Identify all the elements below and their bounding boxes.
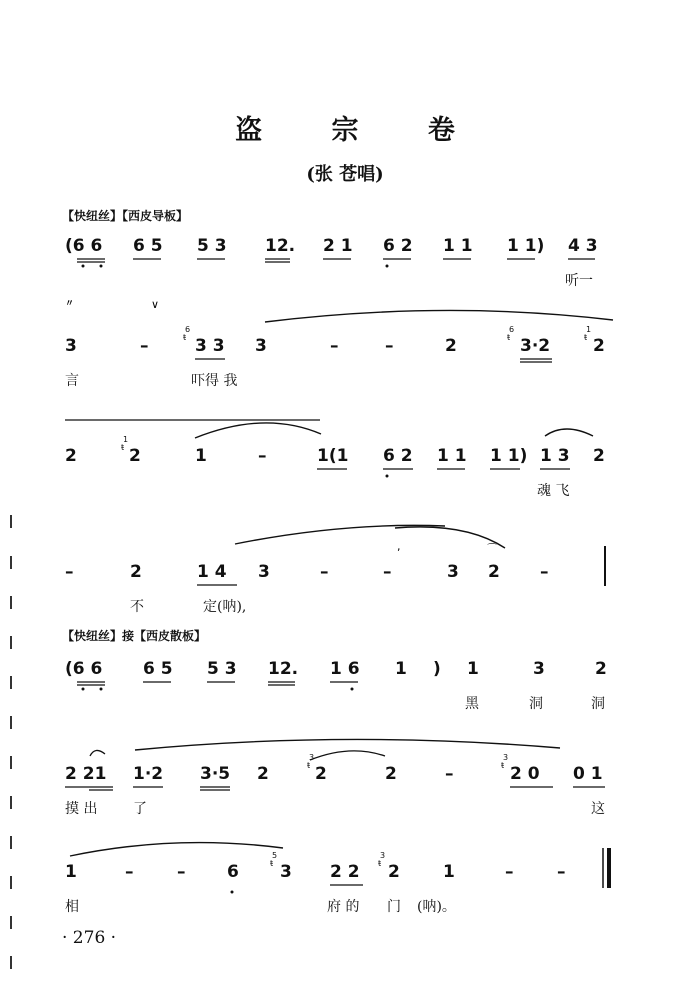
note: 1 [467,659,479,679]
note: 2 0 [510,764,540,784]
lyric-line [65,596,620,618]
note: 2 [130,562,142,582]
note: 2 1 [323,236,353,256]
note: 2 [595,659,607,679]
note: 2 [593,446,605,466]
tune-label-1: 【快纽丝】【西皮导板】 [62,209,189,223]
notation-line [65,764,620,792]
score-system-1 [65,236,620,306]
notation-line [65,659,620,687]
lyric-line [65,480,620,502]
lyric-line [65,896,620,918]
lyric: 这 [591,801,605,817]
svg-text:ŧ: ŧ [270,859,274,868]
note: 2 [315,764,327,784]
note: – [383,562,392,582]
lyric-line [65,370,620,392]
svg-text:ŧ: ŧ [121,443,125,452]
note: 3 3 [195,336,225,356]
note: 1 3 [540,446,570,466]
note: 5 3 [197,236,227,256]
lyric: 了 [133,801,147,817]
note: – [125,862,134,882]
note: 6 5 [143,659,173,679]
score-system-3 [65,435,620,516]
note: – [65,562,74,582]
note: 2 2 [330,862,360,882]
notation-line [65,336,620,364]
lyric: 定(呐), [203,599,247,615]
lyric: 府 的 [327,899,360,915]
note: 6 2 [383,446,413,466]
note: 4 3 [568,236,598,256]
svg-text:ŧ: ŧ [507,333,511,342]
svg-text:5: 5 [272,851,278,860]
lyric-line [65,693,620,715]
lyric-line [65,798,620,820]
note: 2 [385,764,397,784]
lyric: 吓得 我 [191,373,238,389]
score-system-5 [65,659,620,729]
note: – [540,562,549,582]
note: 2 [129,446,141,466]
binding-margin-rule [10,0,13,995]
note: – [385,336,394,356]
note: 6 [227,862,239,882]
note: 2 [65,446,77,466]
lyric: 不 [130,599,144,615]
note: 3 [255,336,267,356]
svg-text:ŧ: ŧ [378,859,382,868]
score-system-6 [65,753,620,834]
note: 1·2 [133,764,164,784]
notation-line [65,862,620,890]
note: 1 [395,659,407,679]
score-system-7 [65,851,620,932]
note: 12. [268,659,299,679]
note: 2 [257,764,269,784]
note: 1 1) [507,236,545,256]
svg-text:1: 1 [586,325,592,334]
note: 3 [533,659,545,679]
note: 3 [65,336,77,356]
svg-text:⌒: ⌒ [487,544,497,555]
svg-text:ŧ: ŧ [307,761,311,770]
note: – [330,336,339,356]
svg-text:3: 3 [503,753,509,762]
svg-text:∨: ∨ [151,298,160,311]
note: 1 [65,862,77,882]
notation-line [65,236,620,264]
lyric: 洞 [529,696,543,712]
note: – [258,446,267,466]
score-system-4 [65,540,620,632]
note: 1 [443,862,455,882]
lyric: 门 [387,899,401,915]
note: – [557,862,566,882]
note: 1(1 [317,446,349,466]
singer-credit: (张 苍唱) [306,164,384,185]
slur-marks [65,522,620,562]
note: 6 2 [383,236,413,256]
note: 1 1 [437,446,467,466]
score-system-2 [65,298,620,406]
lyric: 洞 [591,696,605,712]
lyric: 黑 [465,696,479,712]
note: 2 [388,862,400,882]
note: 5 3 [207,659,237,679]
note: 1 1) [490,446,528,466]
note: 2 [445,336,457,356]
note: 3 [447,562,459,582]
note: ) [433,659,441,679]
svg-text:6: 6 [509,325,515,334]
note: 1 1 [443,236,473,256]
note: – [140,336,149,356]
lyric: 听一 [565,273,593,289]
note: 1 6 [330,659,360,679]
lyric-line [65,270,620,292]
page-number: · 276 · [62,928,117,948]
note: (6 6 [65,659,103,679]
note: 6 5 [133,236,163,256]
note: 12. [265,236,296,256]
lyric: 言 [65,373,79,389]
note: – [177,862,186,882]
note: – [505,862,514,882]
svg-text:6: 6 [185,325,191,334]
lyric: 摸 出 [65,801,98,817]
note: 3 [280,862,292,882]
note: 2 [488,562,500,582]
tune-label-2: 【快纽丝】接【西皮散板】 [62,629,207,643]
note: 3·5 [200,764,231,784]
svg-text:3: 3 [380,851,386,860]
lyric: 魂 飞 [537,483,570,499]
svg-text:,: , [397,540,401,553]
note: (6 6 [65,236,103,256]
svg-text:ŧ: ŧ [501,761,505,770]
note: 1 4 [197,562,227,582]
note: 0 1 [573,764,603,784]
svg-text:3: 3 [309,753,315,762]
lyric: 相 [65,899,79,915]
svg-text:ŧ: ŧ [183,333,187,342]
note: – [445,764,454,784]
notation-line [65,562,620,590]
note: – [320,562,329,582]
page-title: 盗 宗 卷 [235,115,485,146]
note: 3 [258,562,270,582]
svg-text:1: 1 [123,435,129,444]
note: 2 21 [65,764,107,784]
lyric: (呐)。 [417,899,456,915]
svg-text:ŧ: ŧ [584,333,588,342]
note: 2 [593,336,605,356]
note: 3·2 [520,336,551,356]
svg-text:〃: 〃 [65,299,75,309]
note: 1 [195,446,207,466]
notation-line [65,446,620,474]
